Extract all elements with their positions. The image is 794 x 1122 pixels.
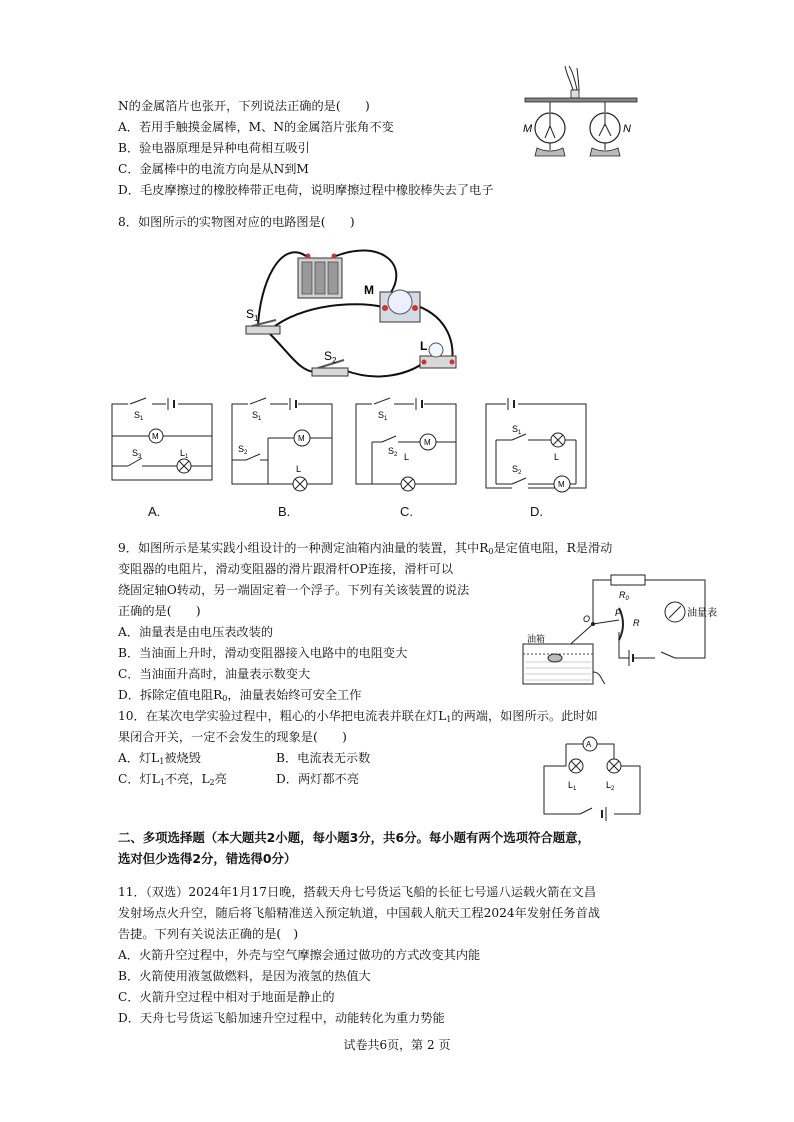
q9-o-label: O [583, 614, 591, 624]
page-footer: 试卷共6页，第 2 页 [343, 1038, 451, 1052]
q8-photo-s2-sub: 2 [332, 356, 337, 365]
q8-choice-b: B. [278, 504, 291, 519]
q9-p-label: P [615, 608, 622, 618]
svg-text:L2 [606, 780, 615, 792]
q9-line1-sub: 0 [488, 547, 494, 556]
svg-text:S2 [324, 349, 337, 365]
q8-photo-s1: S [246, 307, 255, 321]
svg-text:S1 [378, 410, 388, 422]
q8c-m: M [424, 438, 431, 447]
q8-stem: 8．如图所示的实物图对应的电路图是( ) [118, 215, 355, 229]
q8a-s2-sub: 3 [138, 454, 142, 460]
q7-option-b: B．验电器原理是异种电荷相互吸引 [118, 141, 310, 155]
q10-opt-c-mid: 不亮，L [164, 772, 210, 786]
q9-line1 [118, 540, 612, 556]
q11-option-a: A．火箭升空过程中，外壳与空气摩擦会通过做功的方式改变其内能 [118, 948, 481, 962]
q8b-s1-sub: 1 [258, 416, 262, 422]
q8a-m: M [152, 432, 159, 441]
q7-label-n: N [623, 123, 631, 135]
q8-photo-s1-sub: 1 [254, 314, 259, 323]
svg-text:S3 [132, 448, 142, 460]
q9-option-d [118, 687, 361, 703]
q8-diagram-b [228, 400, 338, 490]
q8b-s2-label: S [238, 444, 245, 454]
q8a-s1-sub: 1 [140, 416, 144, 422]
q11-line2: 发射场点火升空，随后将飞船精准送入预定轨道，中国载人航天工程2024年发射任务首战 [118, 906, 600, 920]
q10-opt-a-sub: 1 [159, 757, 165, 766]
q8-photo-m: M [364, 283, 374, 297]
q11-line3: 告捷。下列有关说法正确的是( ) [118, 927, 299, 941]
q8-choice-d: D. [530, 504, 543, 519]
q7-option-a: A．若用手触摸金属棒，M、N的金属箔片张角不变 [118, 120, 394, 134]
q7-label-m: M [523, 123, 533, 135]
q9-option-b: B．当油面上升时，滑动变阻器接入电路中的电阻变大 [118, 646, 408, 660]
q9-option-d-text: D．拆除定值电阻R [118, 688, 223, 702]
oil-gauge-figure [515, 572, 725, 692]
q7-option-d: D．毛皮摩擦过的橡胶棒带正电荷，说明摩擦过程中橡胶棒失去了电子 [118, 183, 494, 197]
svg-text:L1 [568, 780, 577, 792]
q10-ammeter-label: A [586, 740, 592, 749]
q10-opt-c-sub: 1 [159, 778, 165, 787]
electroscope-figure [515, 62, 645, 172]
q10-option-c [118, 771, 227, 787]
svg-text:S2 [512, 464, 522, 476]
q9-r0-label: R [619, 590, 626, 600]
q10-l1-sub: 1 [573, 786, 577, 792]
q8a-l-label: L [180, 448, 186, 458]
q8c-l: L [404, 452, 410, 462]
q8-choice-c: C. [400, 504, 413, 519]
q8b-l: L [296, 464, 302, 474]
q9-r-label: R [633, 618, 640, 628]
q9-line4: 正确的是( ) [118, 604, 201, 618]
q10-option-a [118, 750, 201, 766]
q11-option-b: B．火箭使用液氢做燃料，是因为液氢的热值大 [118, 969, 371, 983]
q8b-m: M [298, 434, 305, 443]
q8d-s2-sub: 2 [518, 470, 522, 476]
q10-l1-label: L [568, 780, 574, 790]
q9-option-d-tail: ，油量表始终可安全工作 [227, 688, 362, 702]
q9-option-a: A．油量表是由电压表改装的 [118, 625, 274, 639]
q11-option-c: C．火箭升空过程中相对于地面是静止的 [118, 990, 335, 1004]
section2-heading-line1: 二、多项选择题（本大题共2小题，每小题3分，共6分。每小题有两个选项符合题意， [118, 830, 590, 845]
q8c-s1-sub: 1 [384, 416, 388, 422]
q10-opt-c-sub2: 2 [209, 778, 215, 787]
q10-circuit-figure [540, 734, 650, 818]
q8-choice-a: A. [148, 504, 161, 519]
q7-stem: N的金属箔片也张开，下列说法正确的是( ) [118, 99, 370, 113]
q7-option-c: C．金属棒中的电流方向是从N到M [118, 162, 309, 176]
svg-text:S1 [252, 410, 262, 422]
q8c-s1-label: S [378, 410, 385, 420]
q9-line3: 绕固定轴O转动，另一端固定着一个浮子。下列有关该装置的说法 [118, 583, 470, 597]
svg-text:L1 [180, 448, 189, 460]
q8c-s2-sub: 2 [394, 452, 398, 458]
q8d-s1-sub: 1 [518, 430, 522, 436]
q9-line1-text: 9．如图所示是某实践小组设计的一种测定油箱内油量的装置，其中R [118, 541, 489, 555]
svg-text:R0 [619, 590, 630, 602]
q10-line1-a: 10．在某次电学实验过程中，粗心的小华把电流表并联在灯L [118, 709, 447, 723]
svg-text:S1 [134, 410, 144, 422]
svg-text:S1 [246, 307, 259, 323]
q8a-s2-label: S [132, 448, 139, 458]
q10-opt-a-tail: 被烧毁 [164, 751, 201, 765]
q10-line1-b: 的两端，如图所示。此时如 [451, 709, 598, 723]
q10-line2: 果闭合开关，一定不会发生的现象是( ) [118, 730, 347, 744]
q10-option-b: B．电流表无示数 [276, 751, 371, 765]
q10-opt-a-text: A．灯L [118, 751, 160, 765]
q8a-s1-label: S [134, 410, 141, 420]
q9-meter-label: 油量表 [687, 608, 717, 619]
q9-tank-label: 油箱 [527, 634, 546, 644]
q8a-l-sub: 1 [185, 454, 189, 460]
q10-opt-c-tail: 亮 [214, 772, 227, 786]
q10-line1-sub: 1 [446, 715, 452, 724]
q10-l2-sub: 2 [611, 786, 615, 792]
q8-diagram-c [352, 400, 462, 490]
q11-option-d: D．天舟七号货运飞船加速升空过程中，动能转化为重力势能 [118, 1011, 445, 1025]
q8-diagram-d [482, 400, 592, 492]
q8d-m: M [558, 480, 565, 489]
q8-physical-circuit [240, 244, 470, 384]
q8d-s2-label: S [512, 464, 519, 474]
q8c-s2-label: S [388, 446, 395, 456]
q10-l2-label: L [606, 780, 612, 790]
q9-option-c: C．当油面升高时，油量表示数变大 [118, 667, 311, 681]
q8d-l: L [554, 452, 560, 462]
q9-line1-tail: 是定值电阻，R是滑动 [493, 541, 613, 555]
section2-heading-line2: 选对但少选得2分，错选得0分） [118, 851, 297, 866]
q8-photo-s2: S [324, 349, 333, 363]
q10-option-d: D．两灯都不亮 [276, 772, 359, 786]
q10-opt-c-text: C．灯L [118, 772, 160, 786]
q11-line1: 11．（双选）2024年1月17日晚，搭载天舟七号货运飞船的长征七号遥八运载火箭在文昌 [118, 885, 597, 899]
q9-option-d-sub: 0 [222, 694, 228, 703]
q8b-s2-sub: 2 [244, 450, 248, 456]
q10-line1 [118, 708, 598, 724]
q8-photo-l: L [420, 339, 428, 353]
q8d-s1-label: S [512, 424, 519, 434]
q8-diagram-a [108, 400, 218, 490]
q9-line2: 变阻器的电阻片，滑动变阻器的滑片跟滑杆OP连接，滑杆可以 [118, 562, 454, 576]
q9-r0-sub: 0 [625, 596, 629, 602]
q8b-s1-label: S [252, 410, 259, 420]
